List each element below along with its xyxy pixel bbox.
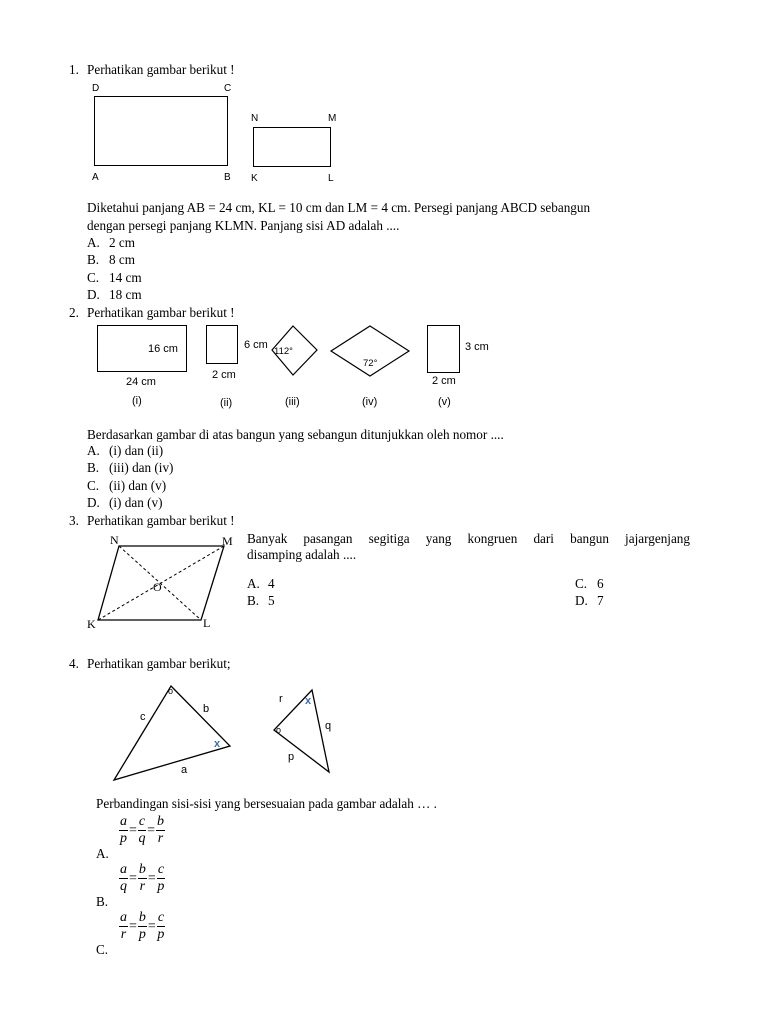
q2-option-c-letter: C. bbox=[87, 478, 100, 493]
q2-number: 2. bbox=[69, 305, 79, 320]
q2-shape-iv bbox=[330, 325, 412, 377]
q1-option-a-letter: A. bbox=[87, 235, 100, 250]
q1-label-k: K bbox=[251, 173, 258, 184]
q2-iii-angle: 112° bbox=[274, 346, 293, 357]
q1-option-d: 18 cm bbox=[109, 287, 142, 302]
q4-tri2-cross-mark: x bbox=[305, 695, 312, 707]
q2-ii-width: 2 cm bbox=[212, 369, 236, 381]
q1-option-b: 8 cm bbox=[109, 252, 136, 267]
q4-option-c-letter: C. bbox=[96, 942, 109, 957]
q2-shape-v bbox=[427, 325, 460, 373]
q3-option-b: 5 bbox=[268, 593, 275, 608]
q4-option-b-fraction bbox=[119, 862, 165, 895]
q1-rect-abcd bbox=[94, 96, 228, 166]
q2-roman-iii: (iii) bbox=[285, 396, 300, 408]
q2-option-c: (ii) dan (v) bbox=[109, 478, 167, 493]
q3-number: 3. bbox=[69, 513, 79, 528]
q2-shape-ii bbox=[206, 325, 238, 364]
q4-tri1-cross-mark: x bbox=[214, 738, 221, 750]
q4-b-num2: b bbox=[138, 862, 146, 877]
q4-c-den2: p bbox=[138, 927, 146, 942]
q1-option-c: 14 cm bbox=[109, 270, 142, 285]
q2-roman-v: (v) bbox=[438, 396, 451, 408]
q4-tri2-label-q: q bbox=[325, 720, 332, 732]
q4-a-den2: q bbox=[138, 831, 146, 846]
q4-b-num3: c bbox=[157, 862, 165, 877]
q1-option-c-letter: C. bbox=[87, 270, 100, 285]
q4-b-den1: q bbox=[120, 879, 127, 894]
q2-option-b: (iii) dan (iv) bbox=[109, 460, 174, 475]
q4-a-eq1: = bbox=[129, 822, 137, 838]
q2-ii-height: 6 cm bbox=[244, 339, 268, 351]
q3-option-b-letter: B. bbox=[247, 593, 260, 608]
q3-label-l: L bbox=[203, 616, 211, 630]
q3-option-a-letter: A. bbox=[247, 576, 260, 591]
q1-label-b: B bbox=[224, 172, 231, 183]
q3-option-c: 6 bbox=[597, 576, 604, 591]
q4-tri2-label-p: p bbox=[288, 751, 295, 763]
q3-label-n: N bbox=[110, 533, 119, 547]
q4-text: Perbandingan sisi-sisi yang bersesuaian pada gambar adalah … . bbox=[96, 796, 437, 811]
q4-tri2-label-r: r bbox=[279, 693, 283, 705]
q4-option-b-letter: B. bbox=[96, 894, 109, 909]
q4-c-den3: p bbox=[157, 927, 165, 942]
q2-roman-ii: (ii) bbox=[220, 397, 233, 409]
q2-option-d: (i) dan (v) bbox=[109, 495, 163, 510]
q4-b-den2: r bbox=[139, 879, 146, 894]
q2-option-a-letter: A. bbox=[87, 443, 100, 458]
q1-label-d: D bbox=[92, 83, 100, 94]
q2-iv-angle: 72° bbox=[363, 358, 378, 369]
q2-i-width: 24 cm bbox=[126, 376, 156, 388]
q2-option-d-letter: D. bbox=[87, 495, 100, 510]
q4-b-num1: a bbox=[120, 862, 127, 877]
q4-b-den3: p bbox=[157, 879, 165, 894]
q3-option-d: 7 bbox=[597, 593, 604, 608]
q2-roman-iv: (iv) bbox=[362, 396, 378, 408]
q1-text-line1: Diketahui panjang AB = 24 cm, KL = 10 cm dan LM = 4 cm. Persegi panjang ABCD sebangun bbox=[87, 200, 591, 215]
q4-tri1-label-b: b bbox=[203, 703, 210, 715]
q2-prompt: Perhatikan gambar berikut ! bbox=[87, 305, 235, 320]
q3-label-o: O bbox=[153, 580, 162, 594]
q4-a-den1: p bbox=[120, 831, 127, 846]
q3-parallelogram bbox=[96, 540, 236, 625]
q1-label-m: M bbox=[328, 113, 337, 124]
q3-text-line2: disamping adalah .... bbox=[247, 547, 357, 562]
q3-option-a: 4 bbox=[268, 576, 275, 591]
q4-tri1-label-a: a bbox=[181, 764, 188, 776]
q4-a-den3: r bbox=[157, 831, 164, 846]
q4-b-eq1: = bbox=[129, 870, 137, 886]
q4-tri2-circle-mark: o bbox=[276, 725, 282, 735]
q4-prompt: Perhatikan gambar berikut; bbox=[87, 656, 231, 671]
q4-c-num3: c bbox=[157, 910, 165, 925]
q1-number: 1. bbox=[69, 62, 79, 77]
q4-a-eq2: = bbox=[147, 822, 156, 838]
q3-label-m: M bbox=[222, 534, 233, 548]
q2-i-height: 16 cm bbox=[148, 343, 178, 355]
q1-label-c: C bbox=[224, 83, 232, 94]
q4-a-num1: a bbox=[120, 814, 127, 829]
q4-c-den1: r bbox=[120, 927, 127, 942]
q2-option-b-letter: B. bbox=[87, 460, 100, 475]
q3-option-d-letter: D. bbox=[575, 593, 588, 608]
q1-option-d-letter: D. bbox=[87, 287, 100, 302]
q4-a-num2: c bbox=[138, 814, 146, 829]
q4-c-eq1: = bbox=[129, 918, 137, 934]
q4-tri1-label-c: c bbox=[140, 711, 146, 723]
q2-text: Berdasarkan gambar di atas bangun yang sebangun ditunjukkan oleh nomor .... bbox=[87, 427, 504, 442]
q4-option-a-letter: A. bbox=[96, 846, 109, 861]
q3-text-line1: Banyak pasangan segitiga yang kongruen dari bangun jajargenjang bbox=[247, 531, 690, 546]
q2-roman-i: (i) bbox=[132, 395, 142, 407]
q4-tri1-circle-mark: o bbox=[168, 686, 174, 696]
q4-c-num1: a bbox=[120, 910, 127, 925]
q4-option-a-fraction bbox=[119, 814, 165, 847]
q1-label-l: L bbox=[328, 173, 334, 184]
q1-label-n: N bbox=[251, 113, 259, 124]
q1-text-line2: dengan persegi panjang KLMN. Panjang sisi AD adalah .... bbox=[87, 218, 400, 233]
q1-option-b-letter: B. bbox=[87, 252, 100, 267]
q1-prompt: Perhatikan gambar berikut ! bbox=[87, 62, 235, 77]
q4-c-eq2: = bbox=[147, 918, 156, 934]
q4-c-num2: b bbox=[138, 910, 146, 925]
q2-option-a: (i) dan (ii) bbox=[109, 443, 164, 458]
q2-v-height: 3 cm bbox=[465, 341, 489, 353]
q1-label-a: A bbox=[92, 172, 99, 183]
q4-triangle-1 bbox=[112, 684, 234, 784]
q4-a-num3: b bbox=[157, 814, 165, 829]
q3-label-k: K bbox=[87, 617, 96, 631]
q3-option-c-letter: C. bbox=[575, 576, 588, 591]
q1-rect-klmn bbox=[253, 127, 331, 167]
q3-prompt: Perhatikan gambar berikut ! bbox=[87, 513, 235, 528]
q4-b-eq2: = bbox=[147, 870, 156, 886]
q4-number: 4. bbox=[69, 656, 79, 671]
q4-option-c-fraction bbox=[119, 910, 165, 943]
q2-v-width: 2 cm bbox=[432, 375, 456, 387]
q1-option-a: 2 cm bbox=[109, 235, 136, 250]
